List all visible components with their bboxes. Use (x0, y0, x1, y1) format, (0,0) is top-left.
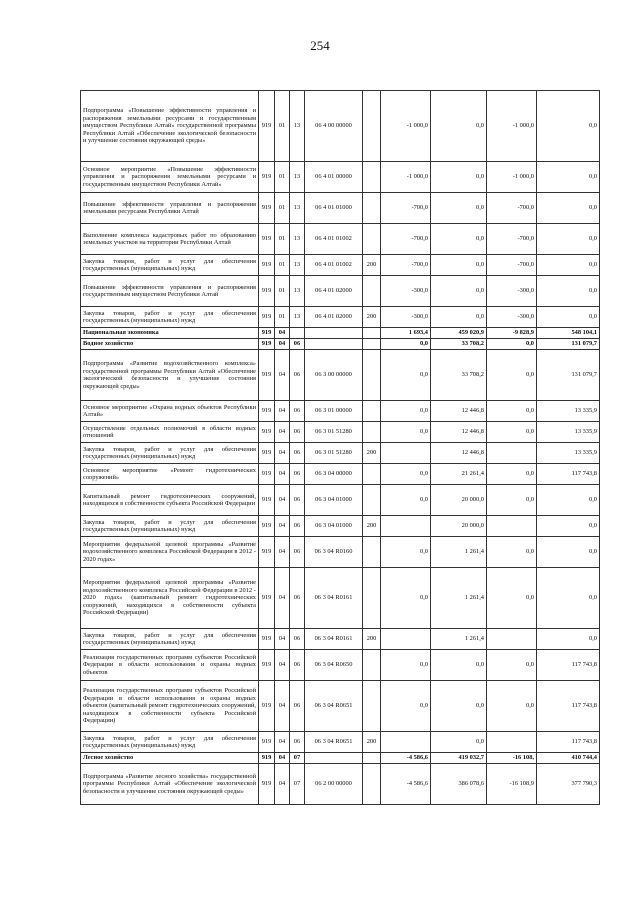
row-vr-cell (363, 464, 381, 485)
row-vr-cell: 200 (363, 732, 381, 753)
row-value3-cell: -16 108,9 (487, 764, 537, 805)
row-vr-cell (363, 537, 381, 568)
table-row (81, 255, 600, 276)
row-vr-cell: 200 (363, 516, 381, 537)
row-csr-cell: 06 4 01 02000 (305, 307, 363, 328)
row-value4-cell: 0,0 (537, 516, 600, 537)
row-value4-cell: 0,0 (537, 255, 600, 276)
row-csr-cell: 06 3 00 00000 (305, 350, 363, 401)
table-row (81, 339, 600, 350)
row-csr-cell: 06 2 00 00000 (305, 764, 363, 805)
table-row (81, 328, 600, 339)
row-value2-cell: 0,0 (431, 650, 487, 681)
row-csr-cell: 06 4 01 00000 (305, 162, 363, 193)
row-value2-cell: 1 261,4 (431, 629, 487, 650)
row-gr-cell: 919 (259, 193, 275, 224)
row-value1-cell: -4 586,6 (381, 764, 431, 805)
row-value4-cell: 0,0 (537, 537, 600, 568)
row-name-cell: Повышение эффективности управления и распоряжения земельными ресурсами Республики Алтай (81, 193, 259, 224)
row-value1-cell: -700,0 (381, 255, 431, 276)
row-vr-cell: 200 (363, 443, 381, 464)
row-csr-cell: 06 3 04 R0160 (305, 537, 363, 568)
row-value4-cell: 0,0 (537, 91, 600, 162)
row-value4-cell: 117 743,8 (537, 464, 600, 485)
row-value4-cell: 0,0 (537, 276, 600, 307)
row-csr-cell: 06 4 01 01002 (305, 255, 363, 276)
row-vr-cell (363, 681, 381, 732)
row-rz-cell: 04 (275, 422, 290, 443)
row-vr-cell (363, 276, 381, 307)
row-value2-cell: 0,0 (431, 681, 487, 732)
row-value1-cell: 1 693,4 (381, 328, 431, 339)
row-value3-cell: 0,0 (487, 681, 537, 732)
row-value1-cell (381, 732, 431, 753)
table-row (81, 516, 600, 537)
row-value1-cell: 0,0 (381, 339, 431, 350)
row-pr-cell: 13 (290, 276, 305, 307)
row-vr-cell (363, 485, 381, 516)
row-rz-cell: 04 (275, 339, 290, 350)
row-value4-cell: 131 079,7 (537, 339, 600, 350)
table-row (81, 537, 600, 568)
row-name-cell: Национальная экономика (81, 328, 259, 339)
row-value2-cell: 33 708,2 (431, 350, 487, 401)
row-vr-cell (363, 401, 381, 422)
row-csr-cell: 06 4 01 02000 (305, 276, 363, 307)
table-row (81, 753, 600, 764)
row-rz-cell: 01 (275, 224, 290, 255)
row-name-cell: Мероприятия федеральной целевой программы «Развитие водохозяйственного комплекса Российской Федерации в 2012 - 2020 годах» (81, 537, 259, 568)
row-vr-cell (363, 650, 381, 681)
row-value2-cell: 12 446,8 (431, 422, 487, 443)
row-value1-cell: 0,0 (381, 650, 431, 681)
row-vr-cell (363, 162, 381, 193)
row-value3-cell: -700,0 (487, 193, 537, 224)
row-name-cell: Выполнение комплекса кадастровых работ по образованию земельных участков на территории Республики Алтай (81, 224, 259, 255)
row-csr-cell: 06 3 01 51280 (305, 422, 363, 443)
row-rz-cell: 04 (275, 681, 290, 732)
row-value3-cell: 0,0 (487, 464, 537, 485)
budget-table (80, 90, 600, 805)
row-vr-cell (363, 764, 381, 805)
row-gr-cell: 919 (259, 162, 275, 193)
table-row (81, 224, 600, 255)
row-name-cell: Закупка товаров, работ и услуг для обеспечения государственных (муниципальных) нужд (81, 516, 259, 537)
row-value3-cell (487, 629, 537, 650)
row-name-cell: Подпрограмма «Повышение эффективности управления и распоряжения земельными ресурсами и государственным имуществом Республики Алтай» государственной программы Республики Алтай «Обеспечение экологической безопасности и улучшение состояния окружающей среды» (81, 91, 259, 162)
table-row (81, 162, 600, 193)
row-value2-cell: 459 020,9 (431, 328, 487, 339)
row-vr-cell: 200 (363, 255, 381, 276)
table-row (81, 350, 600, 401)
row-value2-cell: 0,0 (431, 224, 487, 255)
row-rz-cell: 04 (275, 732, 290, 753)
table-row (81, 307, 600, 328)
table-row (81, 629, 600, 650)
row-value3-cell (487, 732, 537, 753)
row-rz-cell: 04 (275, 464, 290, 485)
row-pr-cell: 06 (290, 681, 305, 732)
row-gr-cell: 919 (259, 443, 275, 464)
row-csr-cell: 06 3 01 51280 (305, 443, 363, 464)
row-name-cell: Лесное хозяйство (81, 753, 259, 764)
row-value2-cell: 0,0 (431, 307, 487, 328)
row-value3-cell (487, 516, 537, 537)
row-value4-cell: 0,0 (537, 193, 600, 224)
row-name-cell: Закупка товаров, работ и услуг для обеспечения государственных (муниципальных) нужд (81, 443, 259, 464)
row-pr-cell: 06 (290, 650, 305, 681)
row-vr-cell (363, 339, 381, 350)
row-vr-cell (363, 193, 381, 224)
row-csr-cell (305, 328, 363, 339)
row-rz-cell: 04 (275, 650, 290, 681)
row-value1-cell: 0,0 (381, 422, 431, 443)
row-gr-cell: 919 (259, 307, 275, 328)
row-value1-cell: 0,0 (381, 568, 431, 629)
row-value3-cell: 0,0 (487, 422, 537, 443)
row-value4-cell: 117 743,8 (537, 681, 600, 732)
row-vr-cell (363, 91, 381, 162)
row-value1-cell: -700,0 (381, 224, 431, 255)
table-row (81, 422, 600, 443)
table-row (81, 276, 600, 307)
row-value2-cell: 20 000,0 (431, 516, 487, 537)
row-pr-cell: 06 (290, 464, 305, 485)
row-gr-cell: 919 (259, 753, 275, 764)
row-value3-cell: 0,0 (487, 339, 537, 350)
row-value4-cell: 377 790,3 (537, 764, 600, 805)
row-gr-cell: 919 (259, 255, 275, 276)
row-rz-cell: 01 (275, 276, 290, 307)
row-value2-cell: 419 032,7 (431, 753, 487, 764)
row-csr-cell (305, 339, 363, 350)
row-csr-cell (305, 753, 363, 764)
row-name-cell: Закупка товаров, работ и услуг для обеспечения государственных (муниципальных) нужд (81, 629, 259, 650)
row-rz-cell: 01 (275, 193, 290, 224)
row-csr-cell: 06 3 04 R0651 (305, 681, 363, 732)
row-pr-cell: 13 (290, 224, 305, 255)
row-rz-cell: 04 (275, 764, 290, 805)
row-value1-cell: 0,0 (381, 681, 431, 732)
row-csr-cell: 06 3 04 R0650 (305, 650, 363, 681)
page-number: 254 (310, 38, 330, 53)
budget-table-body (81, 91, 600, 805)
row-value3-cell: 0,0 (487, 568, 537, 629)
row-gr-cell: 919 (259, 764, 275, 805)
row-gr-cell: 919 (259, 681, 275, 732)
table-row (81, 401, 600, 422)
row-pr-cell: 06 (290, 443, 305, 464)
row-name-cell: Подпрограмма «Развитие лесного хозяйства» государственной программы Республики Алтай «Обеспечение экологической безопасности и улучшение состояния окружающей среды» (81, 764, 259, 805)
table-row (81, 485, 600, 516)
row-gr-cell: 919 (259, 328, 275, 339)
row-value1-cell: -300,0 (381, 276, 431, 307)
row-value3-cell: -9 828,9 (487, 328, 537, 339)
row-pr-cell: 13 (290, 255, 305, 276)
row-gr-cell: 919 (259, 339, 275, 350)
row-rz-cell: 04 (275, 350, 290, 401)
row-gr-cell: 919 (259, 276, 275, 307)
row-csr-cell: 06 3 01 00000 (305, 401, 363, 422)
row-value4-cell: 0,0 (537, 224, 600, 255)
row-gr-cell: 919 (259, 650, 275, 681)
row-value2-cell: 12 446,8 (431, 443, 487, 464)
row-value2-cell: 0,0 (431, 193, 487, 224)
row-csr-cell: 06 3 04 01000 (305, 485, 363, 516)
row-csr-cell: 06 3 04 R0651 (305, 732, 363, 753)
row-value3-cell: 0,0 (487, 537, 537, 568)
row-vr-cell: 200 (363, 629, 381, 650)
row-name-cell: Осуществление отдельных полномочий в области водных отношений (81, 422, 259, 443)
row-value3-cell: -700,0 (487, 255, 537, 276)
row-value4-cell: 117 743,8 (537, 650, 600, 681)
row-gr-cell: 919 (259, 224, 275, 255)
row-name-cell: Мероприятия федеральной целевой программы «Развитие водохозяйственного комплекса Российской Федерации в 2012 - 2020 годах» (капитальный ремонт гидротехнических сооружений, находящихся в собственности субъекта Российской Федерации) (81, 568, 259, 629)
row-value3-cell: 0,0 (487, 401, 537, 422)
row-gr-cell: 919 (259, 568, 275, 629)
row-csr-cell: 06 4 01 01002 (305, 224, 363, 255)
row-rz-cell: 01 (275, 162, 290, 193)
row-csr-cell: 06 4 01 01000 (305, 193, 363, 224)
row-name-cell: Капитальный ремонт гидротехнических сооружений, находящихся в собственности субъекта Российской Федерации (81, 485, 259, 516)
row-gr-cell: 919 (259, 350, 275, 401)
row-value3-cell: 0,0 (487, 650, 537, 681)
row-value3-cell: 0,0 (487, 350, 537, 401)
row-value2-cell: 0,0 (431, 276, 487, 307)
row-csr-cell: 06 3 04 01000 (305, 516, 363, 537)
row-value3-cell: -300,0 (487, 307, 537, 328)
row-gr-cell: 919 (259, 629, 275, 650)
row-name-cell: Подпрограмма «Развитие водохозяйственного комплекса» государственной программы Республики Алтай «Обеспечение экологической безопасности и улучшение состояния окружающей среды» (81, 350, 259, 401)
row-pr-cell: 06 (290, 339, 305, 350)
row-value2-cell: 0,0 (431, 91, 487, 162)
row-value2-cell: 0,0 (431, 162, 487, 193)
table-row (81, 193, 600, 224)
row-value2-cell: 0,0 (431, 732, 487, 753)
row-vr-cell (363, 753, 381, 764)
row-pr-cell: 13 (290, 307, 305, 328)
row-rz-cell: 04 (275, 568, 290, 629)
row-rz-cell: 04 (275, 401, 290, 422)
row-name-cell: Повышение эффективности управления и распоряжения государственным имуществом Республики Алтай (81, 276, 259, 307)
row-rz-cell: 01 (275, 307, 290, 328)
row-gr-cell: 919 (259, 464, 275, 485)
row-value3-cell: -16 108, (487, 753, 537, 764)
row-pr-cell: 06 (290, 732, 305, 753)
row-value4-cell: 13 335,9 (537, 401, 600, 422)
row-value3-cell: -1 000,0 (487, 91, 537, 162)
table-row (81, 464, 600, 485)
row-vr-cell (363, 422, 381, 443)
row-value3-cell: -1 000,0 (487, 162, 537, 193)
row-csr-cell: 06 3 04 00000 (305, 464, 363, 485)
row-pr-cell: 06 (290, 485, 305, 516)
row-pr-cell: 13 (290, 162, 305, 193)
row-csr-cell: 06 4 00 00000 (305, 91, 363, 162)
row-name-cell: Закупка товаров, работ и услуг для обеспечения государственных (муниципальных) нужд (81, 255, 259, 276)
row-value2-cell: 386 078,6 (431, 764, 487, 805)
row-value2-cell: 21 261,4 (431, 464, 487, 485)
row-value4-cell: 131 079,7 (537, 350, 600, 401)
row-value1-cell: -300,0 (381, 307, 431, 328)
table-row (81, 568, 600, 629)
row-value1-cell: 0,0 (381, 485, 431, 516)
row-name-cell: Водное хозяйство (81, 339, 259, 350)
row-name-cell: Основное мероприятие «Ремонт гидротехнических сооружений» (81, 464, 259, 485)
row-value1-cell: 0,0 (381, 537, 431, 568)
row-value4-cell: 117 743,8 (537, 732, 600, 753)
row-pr-cell: 06 (290, 516, 305, 537)
row-value2-cell: 1 261,4 (431, 568, 487, 629)
row-value3-cell (487, 443, 537, 464)
row-rz-cell: 04 (275, 328, 290, 339)
row-rz-cell: 04 (275, 753, 290, 764)
row-value3-cell: -700,0 (487, 224, 537, 255)
row-pr-cell (290, 328, 305, 339)
row-value3-cell: 0,0 (487, 485, 537, 516)
table-row (81, 650, 600, 681)
row-gr-cell: 919 (259, 422, 275, 443)
row-pr-cell: 06 (290, 401, 305, 422)
row-value2-cell: 1 261,4 (431, 537, 487, 568)
row-rz-cell: 04 (275, 485, 290, 516)
row-gr-cell: 919 (259, 516, 275, 537)
row-value4-cell: 13 335,9 (537, 422, 600, 443)
row-name-cell: Реализация государственных программ субъектов Российской Федерации в области использования и охраны водных объектов (капитальный ремонт гидротехнических сооружений, находящихся в собственности субъекта Российской Федерации) (81, 681, 259, 732)
row-name-cell: Основное мероприятие «Охрана водных объектов Республики Алтай» (81, 401, 259, 422)
row-value1-cell: -4 586,6 (381, 753, 431, 764)
row-value3-cell: -300,0 (487, 276, 537, 307)
row-vr-cell (363, 350, 381, 401)
row-gr-cell: 919 (259, 91, 275, 162)
row-value1-cell: 0,0 (381, 401, 431, 422)
row-vr-cell (363, 224, 381, 255)
table-row (81, 91, 600, 162)
row-value1-cell: 0,0 (381, 350, 431, 401)
row-value1-cell (381, 629, 431, 650)
row-value2-cell: 20 000,0 (431, 485, 487, 516)
row-value4-cell: 548 104,1 (537, 328, 600, 339)
row-rz-cell: 01 (275, 91, 290, 162)
row-value4-cell: 0,0 (537, 629, 600, 650)
row-gr-cell: 919 (259, 401, 275, 422)
row-vr-cell (363, 568, 381, 629)
table-row (81, 764, 600, 805)
row-pr-cell: 06 (290, 350, 305, 401)
row-gr-cell: 919 (259, 537, 275, 568)
row-pr-cell: 06 (290, 568, 305, 629)
row-vr-cell: 200 (363, 307, 381, 328)
row-value4-cell: 0,0 (537, 568, 600, 629)
row-pr-cell: 07 (290, 764, 305, 805)
row-value2-cell: 12 446,8 (431, 401, 487, 422)
row-value4-cell: 410 744,4 (537, 753, 600, 764)
row-value4-cell: 0,0 (537, 162, 600, 193)
row-csr-cell: 06 3 04 R0161 (305, 629, 363, 650)
row-name-cell: Основное мероприятие «Повышение эффективности управления и распоряжения земельными ресурсами и государственным имуществом Республики Алтай» (81, 162, 259, 193)
row-value1-cell: -1 000,0 (381, 91, 431, 162)
table-row (81, 681, 600, 732)
row-name-cell: Реализация государственных программ субъектов Российской Федерации в области использования и охраны водных объектов (81, 650, 259, 681)
row-gr-cell: 919 (259, 485, 275, 516)
row-rz-cell: 04 (275, 516, 290, 537)
row-pr-cell: 07 (290, 753, 305, 764)
row-pr-cell: 13 (290, 193, 305, 224)
row-pr-cell: 13 (290, 91, 305, 162)
row-csr-cell: 06 3 04 R0161 (305, 568, 363, 629)
row-value4-cell: 0,0 (537, 307, 600, 328)
row-value1-cell (381, 516, 431, 537)
row-vr-cell (363, 328, 381, 339)
row-name-cell: Закупка товаров, работ и услуг для обеспечения государственных (муниципальных) нужд (81, 307, 259, 328)
row-value2-cell: 33 708,2 (431, 339, 487, 350)
row-value1-cell (381, 443, 431, 464)
row-value1-cell: 0,0 (381, 464, 431, 485)
row-value4-cell: 13 335,9 (537, 443, 600, 464)
row-value1-cell: -1 000,0 (381, 162, 431, 193)
row-value2-cell: 0,0 (431, 255, 487, 276)
row-pr-cell: 06 (290, 629, 305, 650)
row-gr-cell: 919 (259, 732, 275, 753)
table-row (81, 732, 600, 753)
row-pr-cell: 06 (290, 422, 305, 443)
row-value1-cell: -700,0 (381, 193, 431, 224)
row-name-cell: Закупка товаров, работ и услуг для обеспечения государственных (муниципальных) нужд (81, 732, 259, 753)
row-rz-cell: 04 (275, 443, 290, 464)
row-value4-cell: 0,0 (537, 485, 600, 516)
row-pr-cell: 06 (290, 537, 305, 568)
row-rz-cell: 04 (275, 629, 290, 650)
row-rz-cell: 01 (275, 255, 290, 276)
table-row (81, 443, 600, 464)
row-rz-cell: 04 (275, 537, 290, 568)
